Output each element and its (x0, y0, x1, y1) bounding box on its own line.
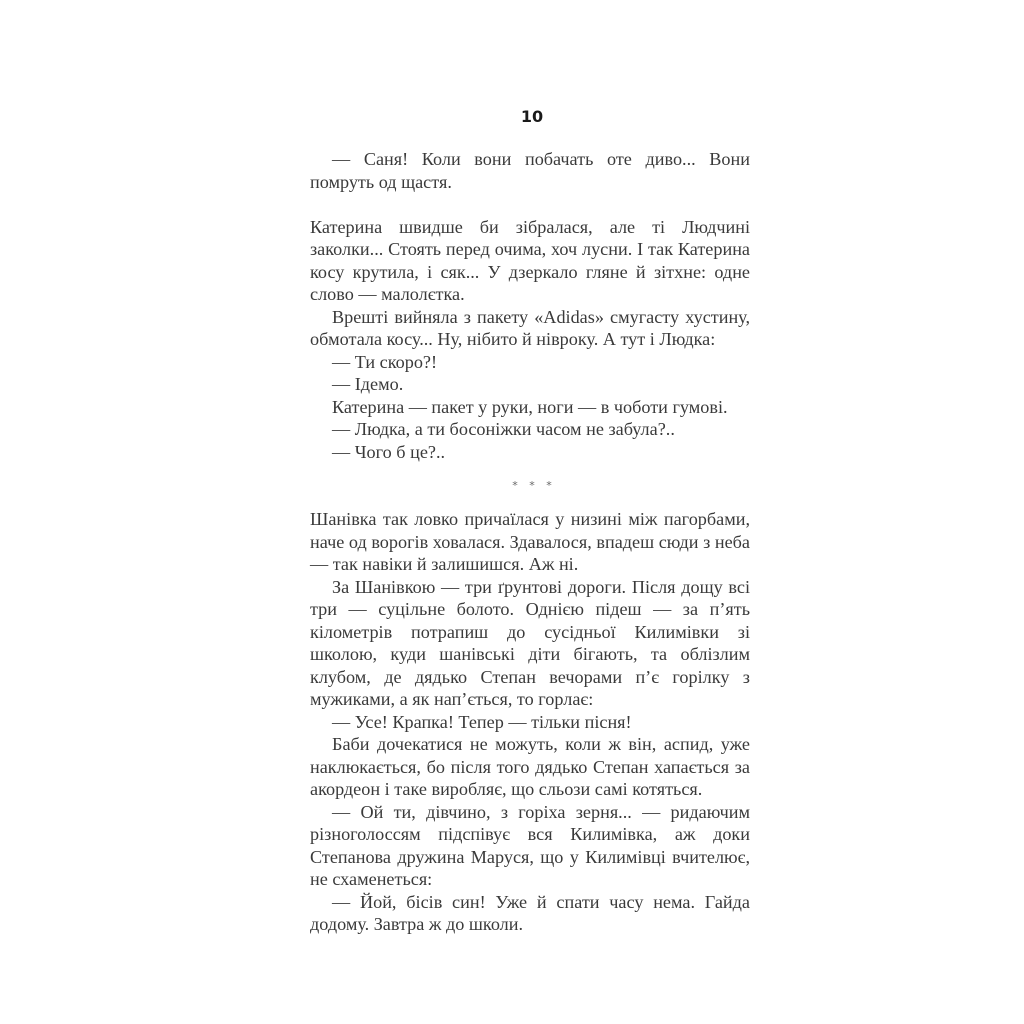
dialogue-line: — Усе! Крапка! Тепер — тільки пісня! (332, 711, 632, 732)
dialogue-line: — Чого б це?.. (332, 441, 446, 462)
paragraph: — Саня! Коли вони побачать оте диво... Вони помруть од щастя. (310, 149, 750, 192)
paragraph: Катерина швидше би зібралася, але ті Людчині заколки... Стоять перед очима, хоч лусни. І так Катерина косу крутила, і сяк... У дзеркало гляне й зітхне: одне слово — малолєтка. (310, 216, 750, 304)
paragraph: Катерина — пакет у руки, ноги — в чоботи гумові. (332, 396, 728, 417)
page-number: 10 (520, 107, 544, 126)
dialogue-line: — Людка, а ти босоніжки часом не забула?.. (332, 419, 675, 439)
dialogue-line: — Ти скоро?! (332, 351, 438, 372)
paragraph: Баби дочекатися не можуть, коли ж він, аспид, уже наклюкається, бо після того дядько Степан хапається за акордеон і таке виробляє, що сльози самі котяться. (310, 734, 750, 799)
dialogue-line: — Йой, бісів син! Уже й спати часу нема. Гайда додому. Завтра ж до школи. (310, 891, 750, 934)
paragraph: Врешті вийняла з пакету «Adidas» смугасту хустину, обмотала косу... Ну, нібито й нівроку. А тут і Людка: (310, 306, 750, 349)
paragraph: За Шанівкою — три ґрунтові дороги. Після дощу всі три — суцільне болото. Однією підеш — за п’ять кілометрів потрапиш до сусідньої Килимівки зі школою, куди шанівські діти бігають, та облізлим клубом, де дядько Степан вечорами п’є горілку з мужиками, а як нап’ється, то горлає: (310, 576, 750, 709)
book-page (310, 104, 750, 936)
paragraph: — Ой ти, дівчино, з горіха зерня... — ридаючим різноголоссям підспівує вся Килимівка, аж доки Степанова дружина Маруся, що у Килимівці вчителює, не схаменеться: (310, 801, 750, 889)
section-gap (310, 193, 750, 216)
dialogue-line: — Ідемо. (332, 374, 404, 394)
section-separator: * * * (512, 479, 556, 492)
paragraph: Шанівка так ловко причаїлася у низині між пагорбами, наче од ворогів ховалася. Здавалося, впадеш сюди з неба — так навіки й залишишся. Аж ні. (310, 509, 750, 574)
page-text (310, 148, 750, 936)
